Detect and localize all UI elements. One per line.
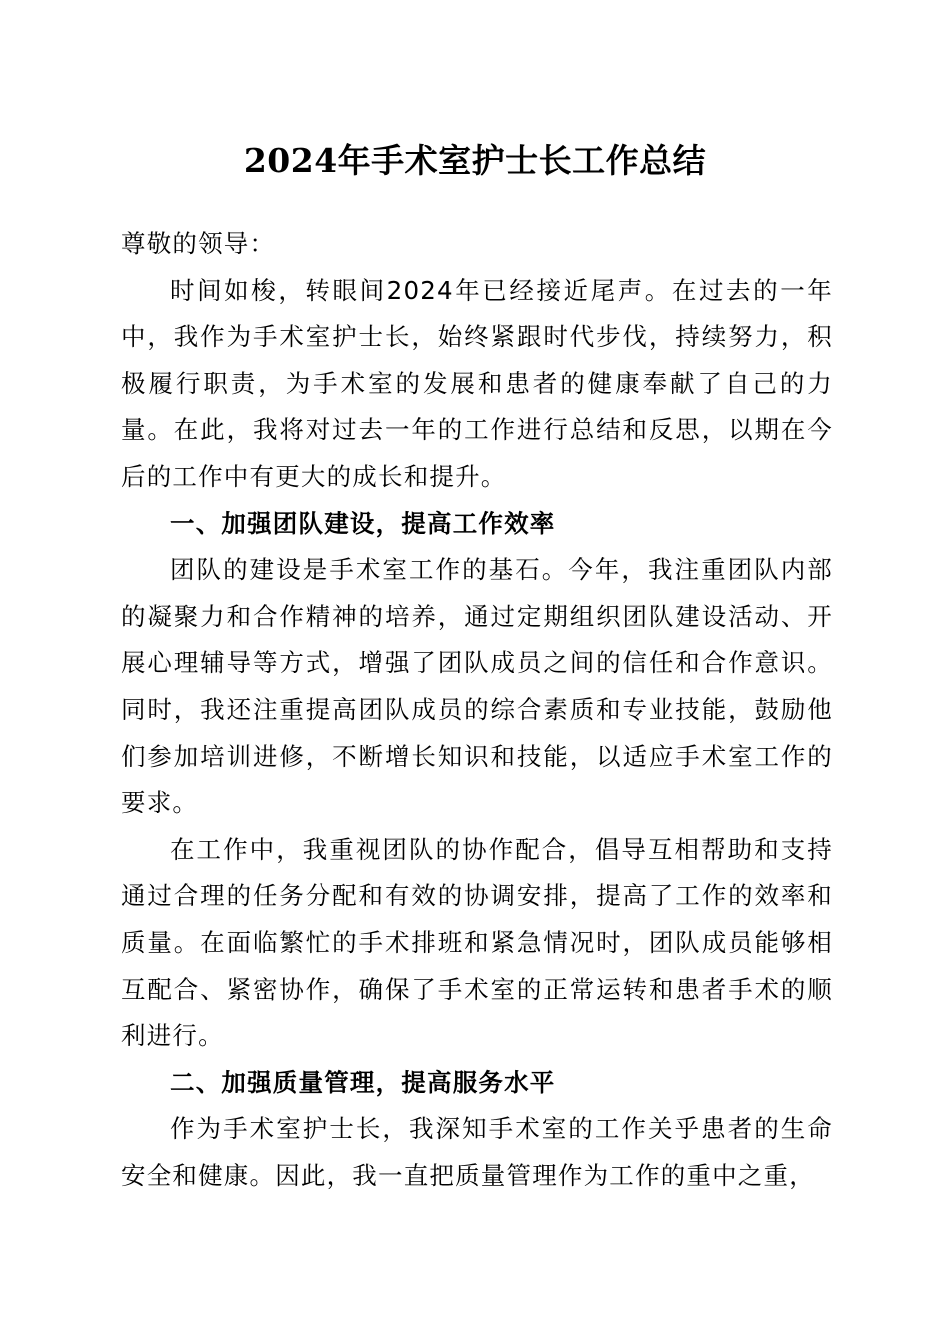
- section-heading-1: 一、加强团队建设，提高工作效率: [170, 508, 556, 538]
- paragraph-quality-management: 作为手术室护士长，我深知手术室的工作关乎患者的生命安全和健康。因此，我一直把质量管理作为工作的重中之重，: [121, 1114, 833, 1190]
- section-heading-2: 二、加强质量管理，提高服务水平: [170, 1067, 556, 1097]
- paragraph-intro: 时间如梭，转眼间2024年已经接近尾声。在过去的一年中，我作为手术室护士长，始终紧跟时代步伐，持续努力，积极履行职责，为手术室的发展和患者的健康奉献了自己的力量。在此，我将对过去一年的工作进行总结和反思，以期在今后的工作中有更大的成长和提升。: [121, 275, 833, 491]
- document-body: [121, 221, 833, 1199]
- salutation: 尊敬的领导：: [121, 229, 276, 258]
- document-title: 2024年手术室护士长工作总结: [243, 141, 707, 180]
- paragraph-team-building: 团队的建设是手术室工作的基石。今年，我注重团队内部的凝聚力和合作精神的培养，通过定期组织团队建设活动、开展心理辅导等方式，增强了团队成员之间的信任和合作意识。同时，我还注重提高团队成员的综合素质和专业技能，鼓励他们参加培训进修，不断增长知识和技能，以适应手术室工作的要求。: [121, 555, 833, 818]
- paragraph-team-collaboration: 在工作中，我重视团队的协作配合，倡导互相帮助和支持通过合理的任务分配和有效的协调安排，提高了工作的效率和质量。在面临繁忙的手术排班和紧急情况时，团队成员能够相互配合、紧密协作，确保了手术室的正常运转和患者手术的顺利进行。: [121, 834, 833, 1051]
